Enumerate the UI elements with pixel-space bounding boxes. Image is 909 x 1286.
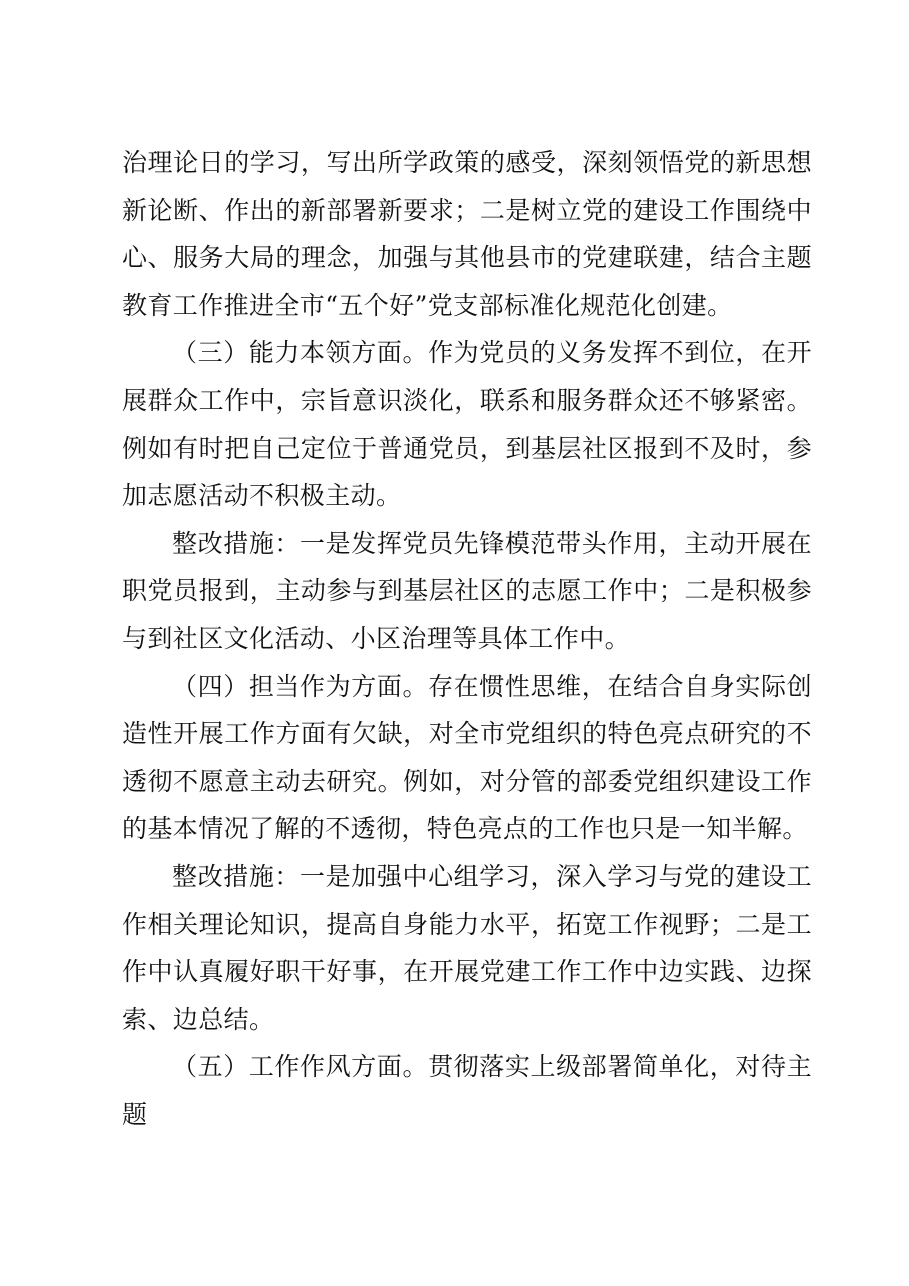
paragraph-rectification-three: 整改措施：一是发挥党员先锋模范带头作用，主动开展在职党员报到，主动参与到基层社区的志愿工作中；二是积极参与到社区文化活动、小区治理等具体工作中。 [122, 528, 812, 653]
paragraph-section-four: （四）担当作为方面。存在惯性思维，在结合自身实际创造性开展工作方面有欠缺，对全市党组织的特色亮点研究的不透彻不愿意主动去研究。例如，对分管的部委党组织建设工作的基本情况了解的不透彻，特色亮点的工作也只是一知半解。 [122, 671, 812, 844]
paragraph-section-three: （三）能力本领方面。作为党员的义务发挥不到位，在开展群众工作中，宗旨意识淡化，联系和服务群众还不够紧密。例如有时把自己定位于普通党员，到基层社区报到不及时，参加志愿活动不积极主动。 [122, 338, 812, 511]
paragraph-section-five: （五）工作作风方面。贯彻落实上级部署简单化，对待主题 [122, 1052, 812, 1129]
document-body [122, 139, 812, 1138]
paragraph-rectification-four: 整改措施：一是加强中心组学习，深入学习与党的建设工作相关理论知识，提高自身能力水平，拓宽工作视野；二是工作中认真履好职干好事，在开展党建工作工作中边实践、边探索、边总结。 [122, 861, 812, 1034]
paragraph-continuation: 治理论日的学习，写出所学政策的感受，深刻领悟党的新思想新论断、作出的新部署新要求；二是树立党的建设工作围绕中心、服务大局的理念，加强与其他县市的党建联建，结合主题教育工作推进全市“五个好”党支部标准化规范化创建。 [122, 148, 812, 320]
